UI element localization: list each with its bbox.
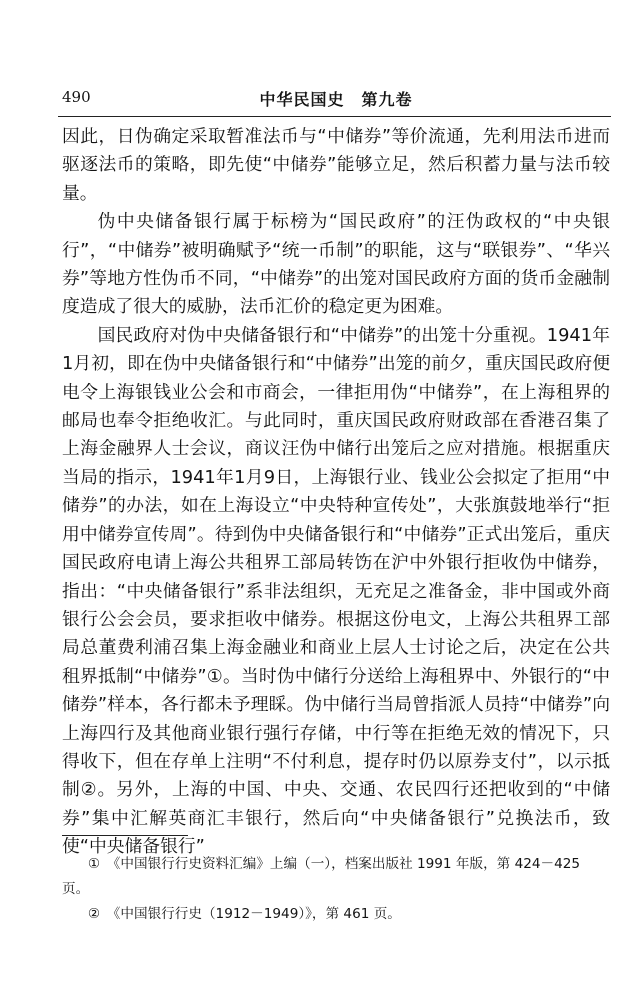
- footnote: ② 《中国银行行史（1912－1949）》，第 461 页。: [87, 906, 401, 922]
- running-title: 中华民国史 第九卷: [259, 90, 413, 109]
- footnotes: [62, 852, 610, 927]
- footnote: ① 《中国银行行史资料汇编》上编（一），档案出版社 1991 年版，第 424－425 页。: [62, 856, 581, 897]
- paragraph: 伪中央储备银行属于标榜为“国民政府”的汪伪政权的“中央银行”，“中储券”被明确赋予“统一币制”的职能，这与“联银券”、“华兴券”等地方性伪币不同，“中储券”的出笼对国民政府方面的货币金融制度造成了很大的威胁，法币汇价的稳定更为困难。: [62, 211, 610, 318]
- header-rule: [58, 116, 611, 117]
- footnote-rule: [62, 835, 188, 836]
- page-header: [62, 82, 610, 114]
- body-text: [62, 123, 610, 862]
- paragraph: 国民政府对伪中央储备银行和“中储券”的出笼十分重视。1941年1月初，即在伪中央储备银行和“中储券”出笼的前夕，重庆国民政府便电令上海银钱业公会和市商会，一律拒用伪“中储券”，在上海租界的邮局也奉令拒绝收汇。与此同时，重庆国民政府财政部在香港召集了上海金融界人士会议，商议汪伪中储行出笼后之应对措施。根据重庆当局的指示，1941年1月9日，上海银行业、钱业公会拟定了拒用“中储券”的办法，如在上海设立“中央特种宣传处”，大张旗鼓地举行“拒用中储券宣传周”。待到伪中央储备银行和“中储券”正式出笼后，重庆国民政府电请上海公共租界工部局转饬在沪中外银行拒收伪中储券，指出：“中央储备银行”系非法组织，无充足之准备金，非中国或外商银行公会会员，要求拒收中储券。根据这份电文，上海公共租界工部局总董费利浦召集上海金融业和商业上层人士讨论之后，决定在公共租界抵制“中储券”①。当时伪中储行分送给上海租界中、外银行的“中储券”样本，各行都未予理睬。伪中储行当局曾指派人员持“中储券”向上海四行及其他商业银行强行存储，中行等在拒绝无效的情况下，只得收下，但在存单上注明“不付利息，提存时仍以原券支付”，以示抵制②。另外，上海的中国、中央、交通、农民四行还把收到的“中储券”集中汇解英商汇丰银行，然后向“中央储备银行”兑换法币，致使“中央储备银行”: [62, 324, 610, 858]
- paragraph: 因此，日伪确定采取暂准法币与“中储券”等价流通，先利用法币进而驱逐法币的策略，即先使“中储券”能够立足，然后积蓄力量与法币较量。: [62, 126, 610, 204]
- page-number: 490: [62, 88, 91, 106]
